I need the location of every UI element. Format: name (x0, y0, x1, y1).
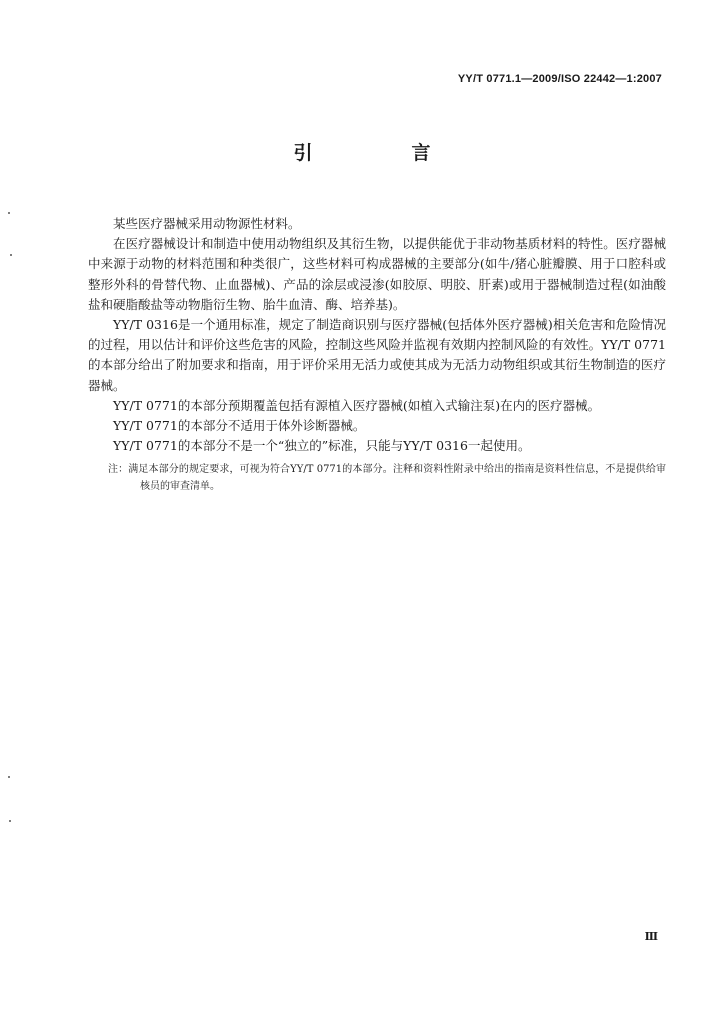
paragraph-2: 在医疗器械设计和制造中使用动物组织及其衍生物，以提供能优于非动物基质材料的特性。医疗器械中来源于动物的材料范围和种类很广，这些材料可构成器械的主要部分(如牛/猪心脏瓣膜、用于口腔科或整形外科的骨替代物、止血器械)、产品的涂层或浸渗(如胶原、明胶、肝素)或用于器械制造过程(如油酸盐和硬脂酸盐等动物脂衍生物、胎牛血清、酶、培养基)。 (88, 236, 666, 312)
paragraph-4: YY/T 0771的本部分预期覆盖包括有源植入医疗器械(如植入式输注泵)在内的医疗器械。 (113, 397, 601, 413)
paragraph-5: YY/T 0771的本部分不适用于体外诊断器械。 (113, 418, 366, 434)
standard-code-header: YY/T 0771.1—2009/ISO 22442—1:2007 (457, 73, 662, 85)
paragraph-3: YY/T 0316是一个通用标准，规定了制造商识别与医疗器械(包括体外医疗器械)相关危害和危险情况的过程，用以估计和评价这些危害的风险，控制这些风险并监视有效期内控制风险的有效性。YY/T 0771的本部分给出了附加要求和指南，用于评价采用无活力或使其成为无活力动物组织或其衍生物制造的医疗器械。 (88, 317, 666, 393)
scan-speck (10, 254, 12, 256)
note: 注：满足本部分的规定要求，可视为符合YY/T 0771的本部分。注释和资料性附录中给出的指南是资料性信息，不是提供给审核员的审查清单。 (108, 464, 666, 493)
paragraph-6: YY/T 0771的本部分不是一个“独立的”标准，只能与YY/T 0316一起使用。 (113, 438, 531, 454)
section-title: 引 言 (293, 142, 471, 164)
body-text (88, 214, 666, 495)
scan-speck (9, 820, 11, 822)
page-number: Ⅲ (644, 930, 658, 943)
paragraph-1: 某些医疗器械采用动物源性材料。 (113, 216, 301, 231)
scan-speck (8, 212, 10, 214)
scan-speck (8, 776, 10, 778)
